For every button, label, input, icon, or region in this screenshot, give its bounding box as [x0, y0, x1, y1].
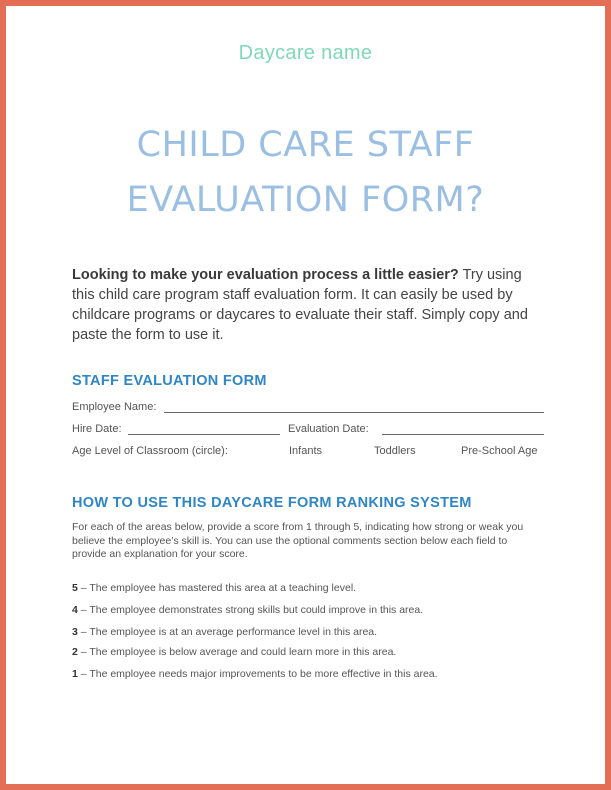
age-option-toddlers[interactable]: Toddlers	[374, 445, 416, 457]
rank-description: – The employee is at an average performance level in this area.	[77, 626, 378, 638]
staff-evaluation-form-heading: STAFF EVALUATION FORM	[72, 373, 267, 389]
employee-name-row	[72, 401, 544, 417]
intro-paragraph	[72, 265, 548, 345]
rank-score: 2	[72, 646, 78, 658]
age-option-infants[interactable]: Infants	[289, 445, 323, 457]
title-line-1: CHILD CARE STAFF	[136, 125, 475, 165]
rank-description: – The employee has mastered this area at a teaching level.	[77, 582, 357, 594]
daycare-name: Daycare name	[238, 42, 373, 64]
dates-row	[72, 423, 544, 439]
rank-item-1	[72, 668, 552, 680]
rank-score: 4	[72, 604, 78, 616]
rank-score: 5	[72, 582, 78, 594]
rank-item-4	[72, 604, 552, 616]
employee-name-label: Employee Name:	[72, 401, 157, 413]
rank-score: 3	[72, 626, 78, 638]
ranking-instructions: For each of the areas below, provide a score from 1 through 5, indicating how strong or weak you believe the employee’s skill is. You can use the optional comments section below each field to provide an explanation for your score.	[72, 521, 524, 560]
evaluation-date-label: Evaluation Date:	[288, 423, 369, 435]
ranking-system-heading: HOW TO USE THIS DAYCARE FORM RANKING SYSTEM	[72, 495, 472, 511]
intro-bold-text: Looking to make your evaluation process a little easier?	[72, 267, 459, 283]
page-title	[6, 118, 605, 228]
rank-description: – The employee demonstrates strong skills but could improve in this area.	[77, 604, 424, 616]
evaluation-date-field[interactable]	[382, 434, 544, 435]
age-option-preschool[interactable]: Pre-School Age	[461, 445, 538, 457]
intro-text: Try using this child care program staff evaluation form. It can easily be used by childcare programs or daycares to evaluate their staff. Simply copy and paste the form to use it.	[72, 267, 528, 343]
hire-date-field[interactable]	[128, 434, 280, 435]
age-level-row	[72, 445, 544, 461]
hire-date-label: Hire Date:	[72, 423, 122, 435]
age-level-label: Age Level of Classroom (circle):	[72, 445, 228, 457]
rank-description: – The employee needs major improvements to be more effective in this area.	[77, 668, 438, 680]
rank-item-5	[72, 582, 552, 594]
rank-item-3	[72, 626, 552, 638]
rank-description: – The employee is below average and could learn more in this area.	[77, 646, 397, 658]
employee-name-field[interactable]	[164, 412, 544, 413]
title-line-2: EVALUATION FORM?	[126, 180, 485, 220]
rank-score: 1	[72, 668, 78, 680]
rank-item-2	[72, 646, 552, 658]
